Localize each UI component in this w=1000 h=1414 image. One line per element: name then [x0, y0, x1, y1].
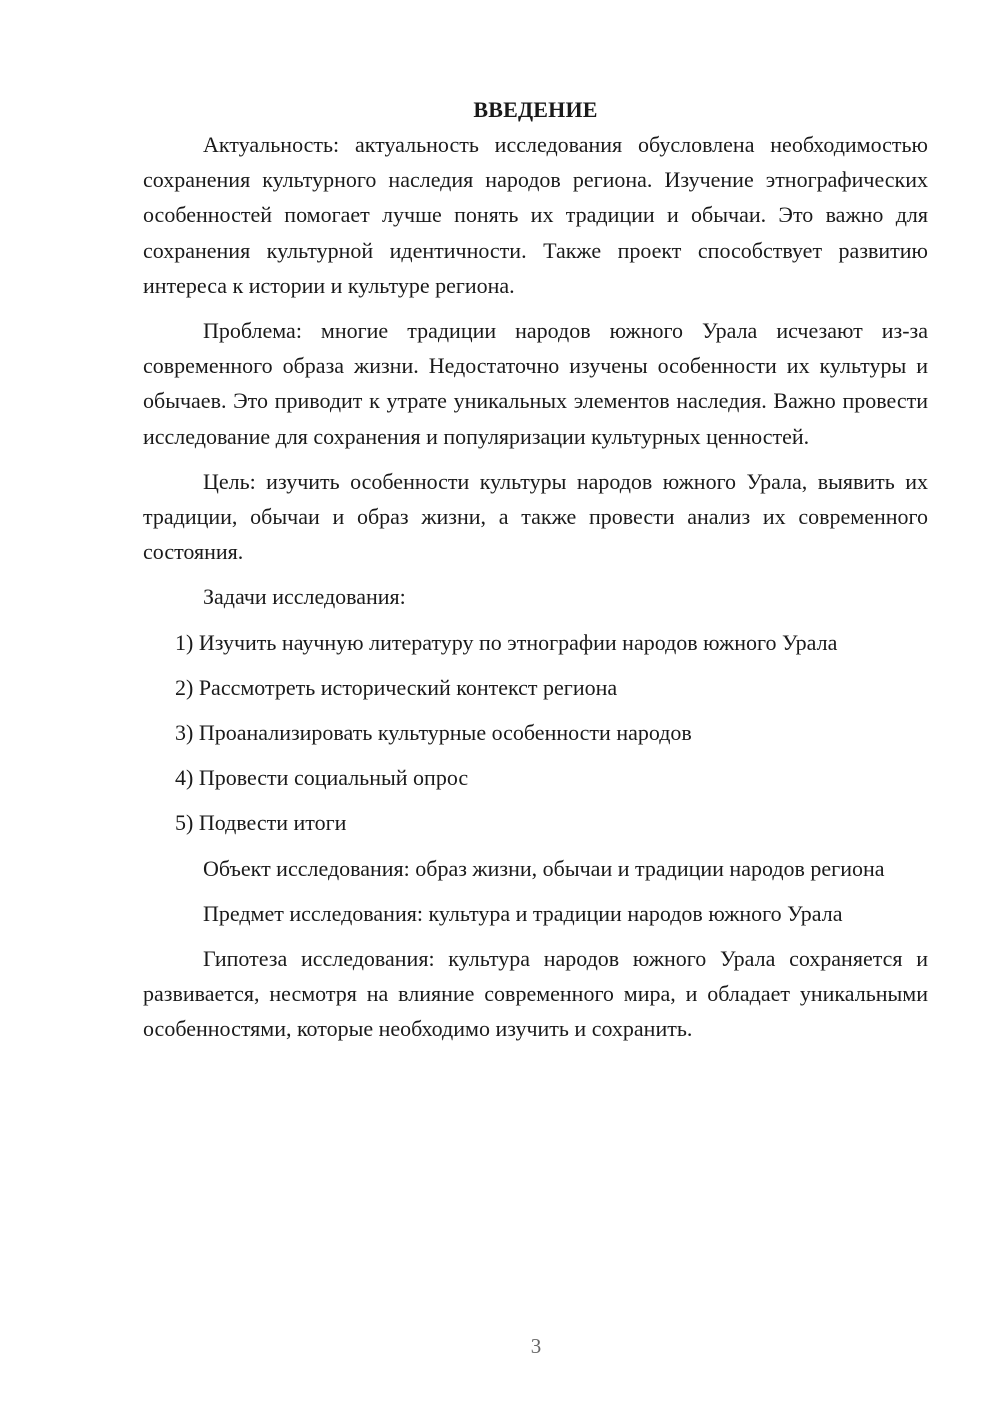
paragraph-hypothesis: Гипотеза исследования: культура народов южного Урала сохраняется и развивается, несмотря на влияние современного мира, и обладает уникальными особенностями, которые необходимо изучить и сохранить.: [143, 946, 928, 1042]
paragraph-problem: Проблема: многие традиции народов южного Урала исчезают из-за современного образа жизни. Недостаточно изучены особенности их культуры и обычаев. Это приводит к утрате уникальных элементов наследия. Важно провести исследование для сохранения и популяризации культурных ценностей.: [143, 318, 928, 449]
page-title: ВВЕДЕНИЕ: [473, 97, 598, 122]
list-item: 3) Проанализировать культурные особенности народов: [175, 720, 692, 746]
tasks-heading: Задачи исследования:: [203, 584, 406, 610]
paragraph-goal: Цель: изучить особенности культуры народов южного Урала, выявить их традиции, обычаи и образ жизни, а также провести анализ их современного состояния.: [143, 468, 928, 565]
paragraph-subject: Предмет исследования: культура и традиции народов южного Урала: [203, 900, 843, 926]
paragraph-relevance: Актуальность: актуальность исследования обусловлена необходимостью сохранения культурного наследия народов региона. Изучение этнографических особенностей помогает лучше понять их традиции и обычаи. Это важно для сохранения культурной идентичности. Также проект способствует развитию интереса к истории и культуре региона.: [143, 132, 928, 298]
document-page: [143, 92, 928, 1047]
list-item: 4) Провести социальный опрос: [175, 765, 469, 791]
list-item: 5) Подвести итоги: [175, 810, 347, 836]
paragraph-object: Объект исследования: образ жизни, обычаи и традиции народов региона: [203, 855, 885, 881]
page-number: 3: [530, 1334, 542, 1358]
list-item: 1) Изучить научную литературу по этнографии народов южного Урала: [175, 629, 838, 655]
list-item: 2) Рассмотреть исторический контекст региона: [175, 674, 618, 700]
